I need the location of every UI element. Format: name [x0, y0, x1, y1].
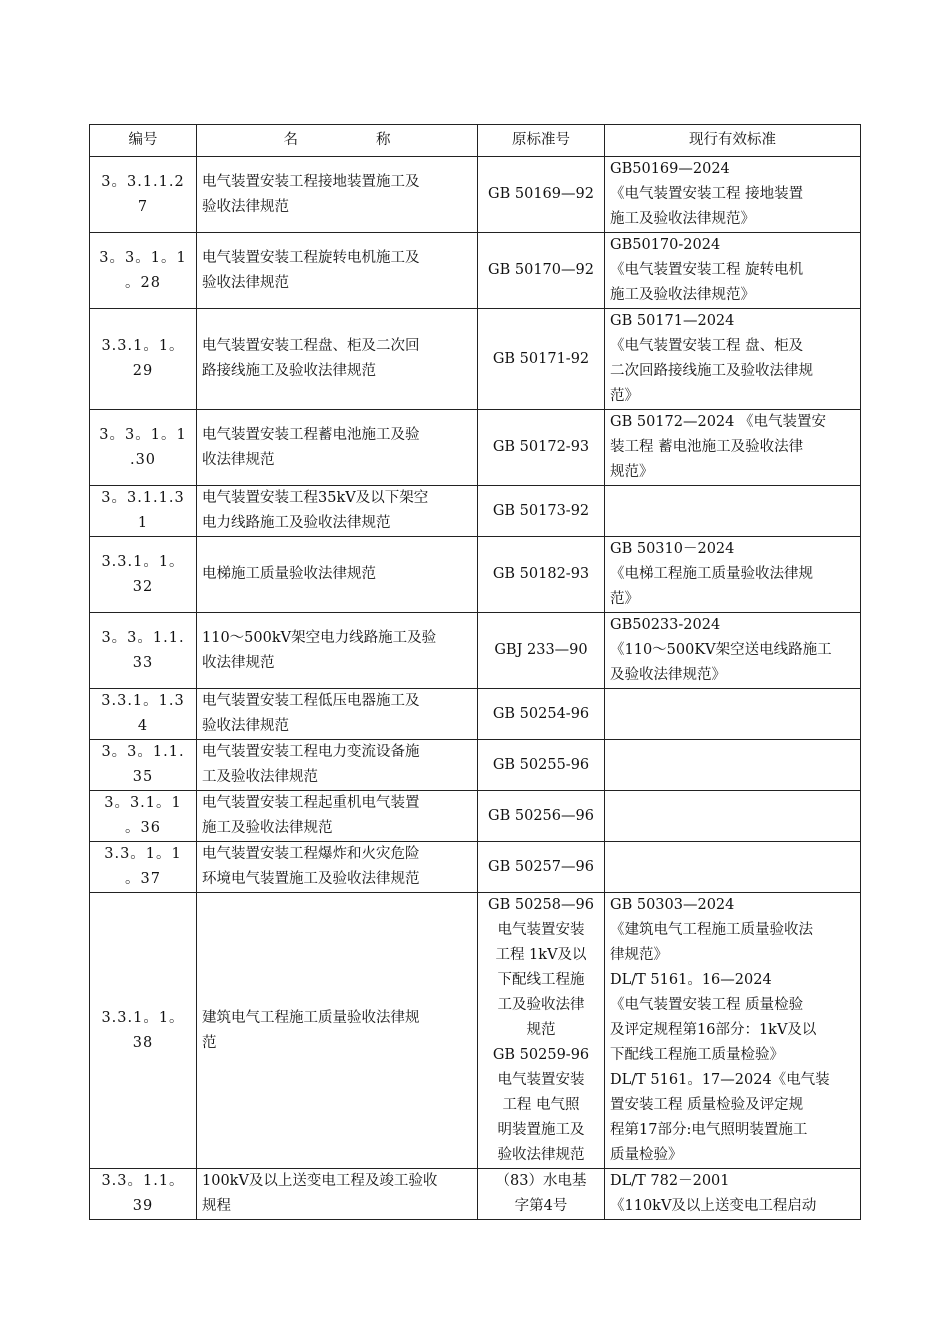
cell-code — [90, 1169, 197, 1220]
cell-current-line: 施工及验收法律规范》 — [610, 211, 755, 227]
table-row — [90, 157, 861, 233]
cell-name-line: 施工及验收法律规范 — [202, 820, 333, 836]
cell-code — [90, 157, 197, 233]
cell-original-line: 字第4号 — [514, 1198, 568, 1214]
cell-original — [478, 537, 605, 613]
cell-current — [605, 233, 861, 309]
cell-original — [478, 410, 605, 486]
cell-original — [478, 233, 605, 309]
cell-code-line: 7 — [137, 198, 149, 215]
cell-original-line: GB 50182-93 — [492, 566, 590, 582]
cell-code-line: 。37 — [125, 871, 161, 887]
cell-name-line: 验收法律规范 — [202, 198, 289, 215]
cell-code-line: 。28 — [125, 274, 161, 291]
cell-original-line: GB 50173-92 — [492, 502, 590, 519]
cell-current-line: 范》 — [610, 591, 639, 607]
cell-name-line: 规程 — [202, 1198, 231, 1214]
cell-current-line: 程第17部分:电气照明装置施工 — [610, 1122, 808, 1138]
cell-name-line: 电气装置安装工程电力变流设备施 — [202, 744, 420, 760]
cell-current-line: GB50233-2024 — [610, 617, 721, 633]
cell-current-line: 《电气装置安装工程 盘、柜及 — [610, 338, 804, 354]
cell-current-line: GB50169—2024 — [610, 161, 730, 177]
cell-current-line: 律规范》 — [610, 947, 668, 963]
cell-current — [605, 537, 861, 613]
cell-current — [605, 689, 861, 740]
cell-code — [90, 486, 197, 537]
cell-name-line: 验收法律规范 — [202, 274, 289, 291]
cell-original-line: GB 50257—96 — [488, 858, 594, 875]
cell-original-line: 规范 — [526, 1022, 556, 1038]
cell-name — [197, 537, 478, 613]
cell-name — [197, 740, 478, 791]
cell-original-line: （83）水电基 — [495, 1173, 587, 1189]
table-row — [90, 537, 861, 613]
cell-current — [605, 157, 861, 233]
cell-original-line: GB 50254-96 — [492, 705, 590, 722]
cell-current-line: DL/T 5161。17—2024《电气装 — [610, 1072, 830, 1088]
cell-original — [478, 689, 605, 740]
cell-name — [197, 410, 478, 486]
cell-original-line: GB 50259-96 — [492, 1047, 590, 1063]
cell-code-line: 39 — [132, 1198, 154, 1214]
cell-original — [478, 157, 605, 233]
header-row — [90, 125, 861, 157]
cell-current — [605, 791, 861, 842]
cell-name-line: 电气装置安装工程低压电器施工及 — [202, 693, 420, 709]
cell-current-line: 施工及验收法律规范》 — [610, 287, 755, 303]
cell-code-line: 1 — [137, 515, 149, 531]
cell-original-line: GB 50169—92 — [488, 186, 594, 202]
cell-name — [197, 689, 478, 740]
header-current: 现行有效标准 — [605, 125, 861, 157]
cell-name — [197, 233, 478, 309]
header-name-first: 名 — [283, 132, 298, 148]
cell-current — [605, 740, 861, 791]
cell-current-line: 《电气装置安装工程 接地装置 — [610, 186, 804, 202]
cell-name — [197, 791, 478, 842]
cell-name-line: 工及验收法律规范 — [202, 769, 318, 785]
cell-original-line: GB 50170—92 — [488, 262, 594, 278]
cell-name — [197, 893, 478, 1169]
cell-code-line: 3。3。1.1. — [101, 629, 185, 646]
cell-current-line: GB 50303—2024 — [610, 897, 735, 913]
cell-original — [478, 791, 605, 842]
cell-code-line: 3.3.1。1。 — [101, 1009, 185, 1026]
cell-code — [90, 233, 197, 309]
cell-code-line: 3。3.1.1.3 — [101, 490, 185, 506]
cell-code-line: 32 — [132, 578, 154, 595]
cell-original — [478, 740, 605, 791]
cell-original-line: GB 50172-93 — [492, 439, 590, 455]
cell-code-line: 35 — [132, 769, 154, 785]
cell-name — [197, 157, 478, 233]
standards-table — [89, 124, 861, 1220]
cell-current-line: 二次回路接线施工及验收法律规 — [610, 363, 813, 379]
cell-code — [90, 842, 197, 893]
cell-code-line: 3.3。1.1。 — [101, 1173, 185, 1189]
table-row — [90, 791, 861, 842]
cell-current — [605, 1169, 861, 1220]
table-row — [90, 689, 861, 740]
cell-original-line: 电气装置安装 — [497, 1072, 585, 1088]
cell-original — [478, 613, 605, 689]
cell-code-line: 3。3。1。1 — [99, 249, 187, 266]
cell-name-line: 电气装置安装工程接地装置施工及 — [202, 173, 420, 190]
table-row — [90, 842, 861, 893]
cell-original — [478, 486, 605, 537]
header-name-second: 称 — [376, 132, 391, 148]
cell-current-line: GB 50172—2024 《电气装置安 — [610, 414, 826, 430]
cell-current-line: 《电气装置安装工程 质量检验 — [610, 997, 804, 1013]
cell-name-line: 电气装置安装工程起重机电气装置 — [202, 795, 420, 811]
cell-current-line: GB 50310－2024 — [610, 541, 735, 557]
cell-original-line: 下配线工程施 — [497, 972, 585, 988]
cell-original-line: 电气装置安装 — [497, 922, 585, 938]
cell-code — [90, 689, 197, 740]
cell-original — [478, 1169, 605, 1220]
cell-code-line: 3。3。1。1 — [99, 426, 187, 443]
cell-code-line: 3.3.1。1.3 — [101, 693, 185, 709]
cell-code — [90, 537, 197, 613]
cell-current — [605, 486, 861, 537]
cell-code-line: 4 — [137, 718, 149, 734]
cell-name-line: 电气装置安装工程蓄电池施工及验 — [202, 426, 420, 443]
cell-original-line: 工程 1kV及以 — [495, 947, 587, 963]
cell-original-line: 验收法律规范 — [497, 1147, 585, 1163]
cell-current-line: 及评定规程第16部分：1kV及以 — [610, 1022, 817, 1038]
cell-current-line: 及验收法律规范》 — [610, 667, 726, 683]
header-code: 编号 — [90, 125, 197, 157]
cell-current — [605, 410, 861, 486]
cell-current-line: GB50170-2024 — [610, 237, 721, 253]
cell-original-line: GB 50256—96 — [488, 807, 594, 824]
cell-name-line: 110～500kV架空电力线路施工及验 — [202, 629, 437, 646]
cell-name-line: 建筑电气工程施工质量验收法律规 — [202, 1009, 420, 1026]
cell-name-line: 电气装置安装工程爆炸和火灾危险 — [202, 846, 420, 862]
cell-current-line: 规范》 — [610, 464, 654, 480]
cell-original-line: GB 50255-96 — [492, 756, 590, 773]
table-row — [90, 613, 861, 689]
header-name — [197, 125, 478, 157]
cell-name-line: 100kV及以上送变电工程及竣工验收 — [202, 1173, 438, 1189]
cell-code-line: 38 — [132, 1034, 154, 1051]
cell-original-line: GBJ 233—90 — [494, 642, 588, 658]
cell-original — [478, 893, 605, 1169]
cell-current-line: 《110～500KV架空送电线路施工 — [610, 642, 832, 658]
cell-current-line: 下配线工程施工质量检验》 — [610, 1047, 784, 1063]
cell-current — [605, 893, 861, 1169]
cell-name-line: 收法律规范 — [202, 451, 275, 468]
cell-name-line: 电气装置安装工程盘、柜及二次回 — [202, 338, 420, 354]
cell-current-line: GB 50171—2024 — [610, 313, 735, 329]
cell-original-line: 明装置施工及 — [497, 1122, 585, 1138]
table-row — [90, 309, 861, 410]
cell-name-line: 电力线路施工及验收法律规范 — [202, 515, 391, 531]
cell-current — [605, 309, 861, 410]
cell-original-line: 工及验收法律 — [497, 997, 585, 1013]
cell-name — [197, 842, 478, 893]
cell-code — [90, 893, 197, 1169]
cell-code — [90, 410, 197, 486]
cell-current-line: 质量检验》 — [610, 1147, 683, 1163]
cell-name-line: 验收法律规范 — [202, 718, 289, 734]
cell-code-line: 3。3.1.1.2 — [101, 173, 185, 190]
cell-code-line: 3.3。1。1 — [104, 846, 182, 862]
cell-code-line: 3。3。1.1. — [101, 744, 185, 760]
cell-current-line: DL/T 5161。16—2024 — [610, 972, 772, 988]
cell-original-line: GB 50171-92 — [492, 350, 590, 367]
cell-code — [90, 791, 197, 842]
cell-name-line: 路接线施工及验收法律规范 — [202, 363, 376, 379]
cell-name — [197, 613, 478, 689]
cell-code-line: 3.3.1。1。 — [101, 553, 185, 570]
table-row — [90, 740, 861, 791]
cell-code-line: .30 — [129, 451, 157, 468]
cell-original — [478, 309, 605, 410]
cell-current-line: 《建筑电气工程施工质量验收法 — [610, 922, 813, 938]
cell-current-line: 《电气装置安装工程 旋转电机 — [610, 262, 804, 278]
cell-code — [90, 309, 197, 410]
cell-current-line: 范》 — [610, 388, 639, 404]
cell-current — [605, 842, 861, 893]
cell-original-line: 工程 电气照 — [502, 1097, 580, 1113]
cell-code-line: 3。3.1。1 — [104, 795, 182, 811]
table-body — [90, 157, 861, 1220]
cell-name — [197, 486, 478, 537]
header-original: 原标准号 — [478, 125, 605, 157]
cell-name-line: 环境电气装置施工及验收法律规范 — [202, 871, 420, 887]
cell-code-line: 。36 — [125, 820, 161, 836]
cell-code — [90, 613, 197, 689]
cell-current-line: 置安装工程 质量检验及评定规 — [610, 1097, 804, 1113]
cell-current — [605, 613, 861, 689]
cell-code-line: 29 — [132, 363, 154, 379]
cell-current-line: 《电梯工程施工质量验收法律规 — [610, 566, 813, 582]
cell-code — [90, 740, 197, 791]
cell-name-line: 电气装置安装工程35kV及以下架空 — [202, 490, 429, 506]
cell-name — [197, 309, 478, 410]
table-row — [90, 486, 861, 537]
table-row — [90, 1169, 861, 1220]
cell-code-line: 33 — [132, 654, 154, 671]
cell-current-line: 装工程 蓄电池施工及验收法律 — [610, 439, 804, 455]
cell-name-line: 电梯施工质量验收法律规范 — [202, 566, 376, 582]
cell-current-line: 《110kV及以上送变电工程启动 — [610, 1198, 817, 1214]
table-row — [90, 410, 861, 486]
cell-current-line: DL/T 782－2001 — [610, 1173, 730, 1189]
cell-original — [478, 842, 605, 893]
cell-name — [197, 1169, 478, 1220]
cell-original-line: GB 50258—96 — [488, 897, 594, 913]
cell-name-line: 范 — [202, 1034, 217, 1051]
table-row — [90, 233, 861, 309]
cell-name-line: 收法律规范 — [202, 654, 275, 671]
table-row — [90, 893, 861, 1169]
cell-code-line: 3.3.1。1。 — [101, 338, 185, 354]
cell-name-line: 电气装置安装工程旋转电机施工及 — [202, 249, 420, 266]
